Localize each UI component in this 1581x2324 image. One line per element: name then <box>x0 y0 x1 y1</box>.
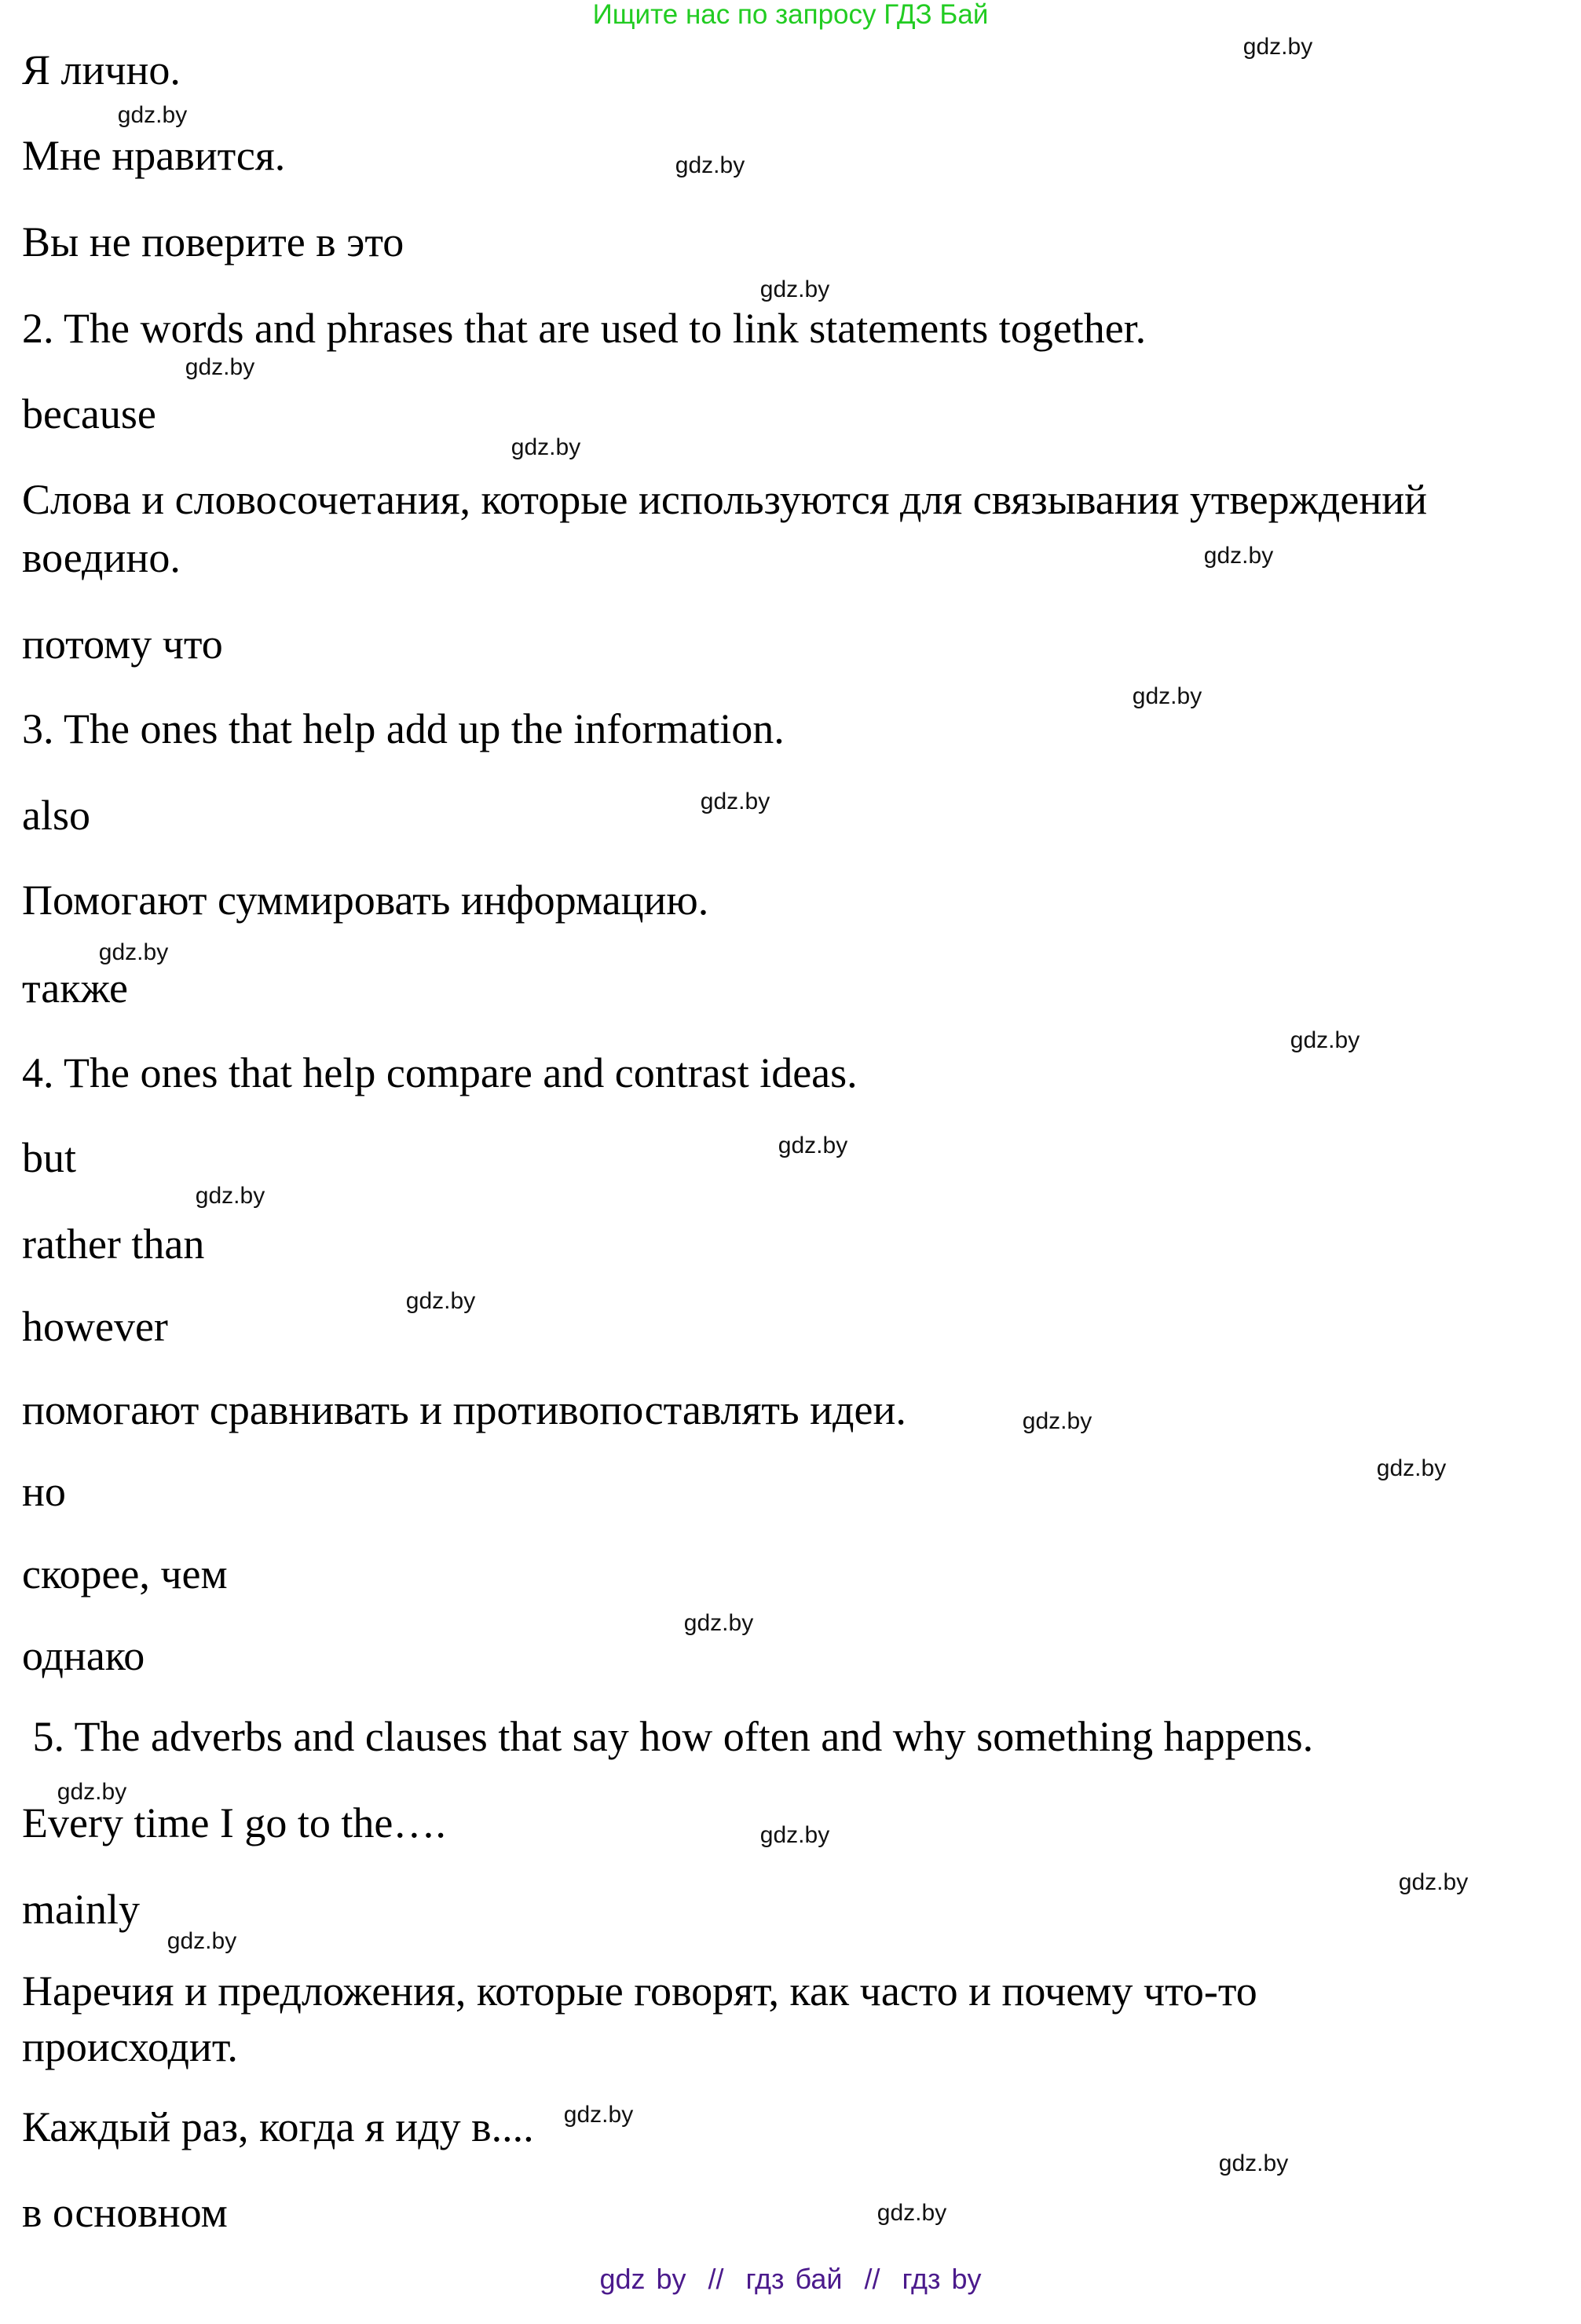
section-heading-2: 2. The words and phrases that are used to link statements together. <box>22 305 1147 352</box>
watermark: gdz.by <box>563 2102 634 2128</box>
watermark: gdz.by <box>57 1779 127 1805</box>
text-line: Слова и словосочетания, которые используются для связывания утверждений <box>22 476 1428 523</box>
text-line: also <box>22 792 90 839</box>
watermark: gdz.by <box>759 276 830 302</box>
footer-links: gdz by // гдз бай // гдз by <box>599 2263 982 2295</box>
text-line: потому что <box>22 620 223 668</box>
text-line: Я лично. <box>22 46 181 93</box>
watermark: gdz.by <box>98 939 169 965</box>
text-line: but <box>22 1134 77 1181</box>
text-line: однако <box>22 1632 145 1679</box>
text-line: в основном <box>22 2189 228 2236</box>
watermark: gdz.by <box>1203 543 1274 569</box>
watermark: gdz.by <box>675 152 745 178</box>
text-line: Мне нравится. <box>22 132 286 179</box>
watermark: gdz.by <box>1398 1869 1469 1895</box>
section-heading-5: 5. The adverbs and clauses that say how often and why something happens. <box>22 1713 1314 1760</box>
watermark: gdz.by <box>1242 34 1313 60</box>
text-line: происходит. <box>22 2023 238 2070</box>
watermark: gdz.by <box>700 789 770 814</box>
text-line: Каждый раз, когда я иду в.... <box>22 2103 534 2150</box>
text-line: но <box>22 1468 66 1515</box>
watermark: gdz.by <box>117 102 188 128</box>
section-heading-4: 4. The ones that help compare and contrast ideas. <box>22 1049 858 1096</box>
text-line: mainly <box>22 1886 140 1933</box>
text-line: Наречия и предложения, которые говорят, как часто и почему что-то <box>22 1967 1257 2015</box>
watermark: gdz.by <box>511 434 581 460</box>
watermark: gdz.by <box>1218 2150 1289 2176</box>
watermark: gdz.by <box>877 2200 947 2226</box>
watermark: gdz.by <box>1022 1408 1092 1434</box>
watermark: gdz.by <box>759 1822 830 1848</box>
watermark: gdz.by <box>405 1288 476 1314</box>
text-line: Помогают суммировать информацию. <box>22 877 709 924</box>
text-line: Every time I go to the…. <box>22 1799 446 1846</box>
watermark: gdz.by <box>683 1610 754 1636</box>
text-line: также <box>22 964 129 1012</box>
section-heading-3: 3. The ones that help add up the information. <box>22 705 785 752</box>
text-line: however <box>22 1303 168 1350</box>
watermark: gdz.by <box>1290 1027 1360 1053</box>
text-line: воедино. <box>22 534 181 581</box>
watermark: gdz.by <box>195 1183 265 1209</box>
watermark: gdz.by <box>1132 683 1202 709</box>
watermark: gdz.by <box>778 1133 848 1158</box>
text-line: помогают сравнивать и противопоставлять идеи. <box>22 1386 906 1433</box>
watermark: gdz.by <box>167 1928 237 1954</box>
text-line: because <box>22 390 156 437</box>
text-line: Вы не поверите в это <box>22 218 404 265</box>
search-banner: Ищите нас по запросу ГДЗ Бай <box>592 0 989 30</box>
text-line: скорее, чем <box>22 1550 228 1598</box>
watermark: gdz.by <box>1376 1455 1447 1481</box>
watermark: gdz.by <box>185 354 255 380</box>
text-line: rather than <box>22 1221 205 1268</box>
